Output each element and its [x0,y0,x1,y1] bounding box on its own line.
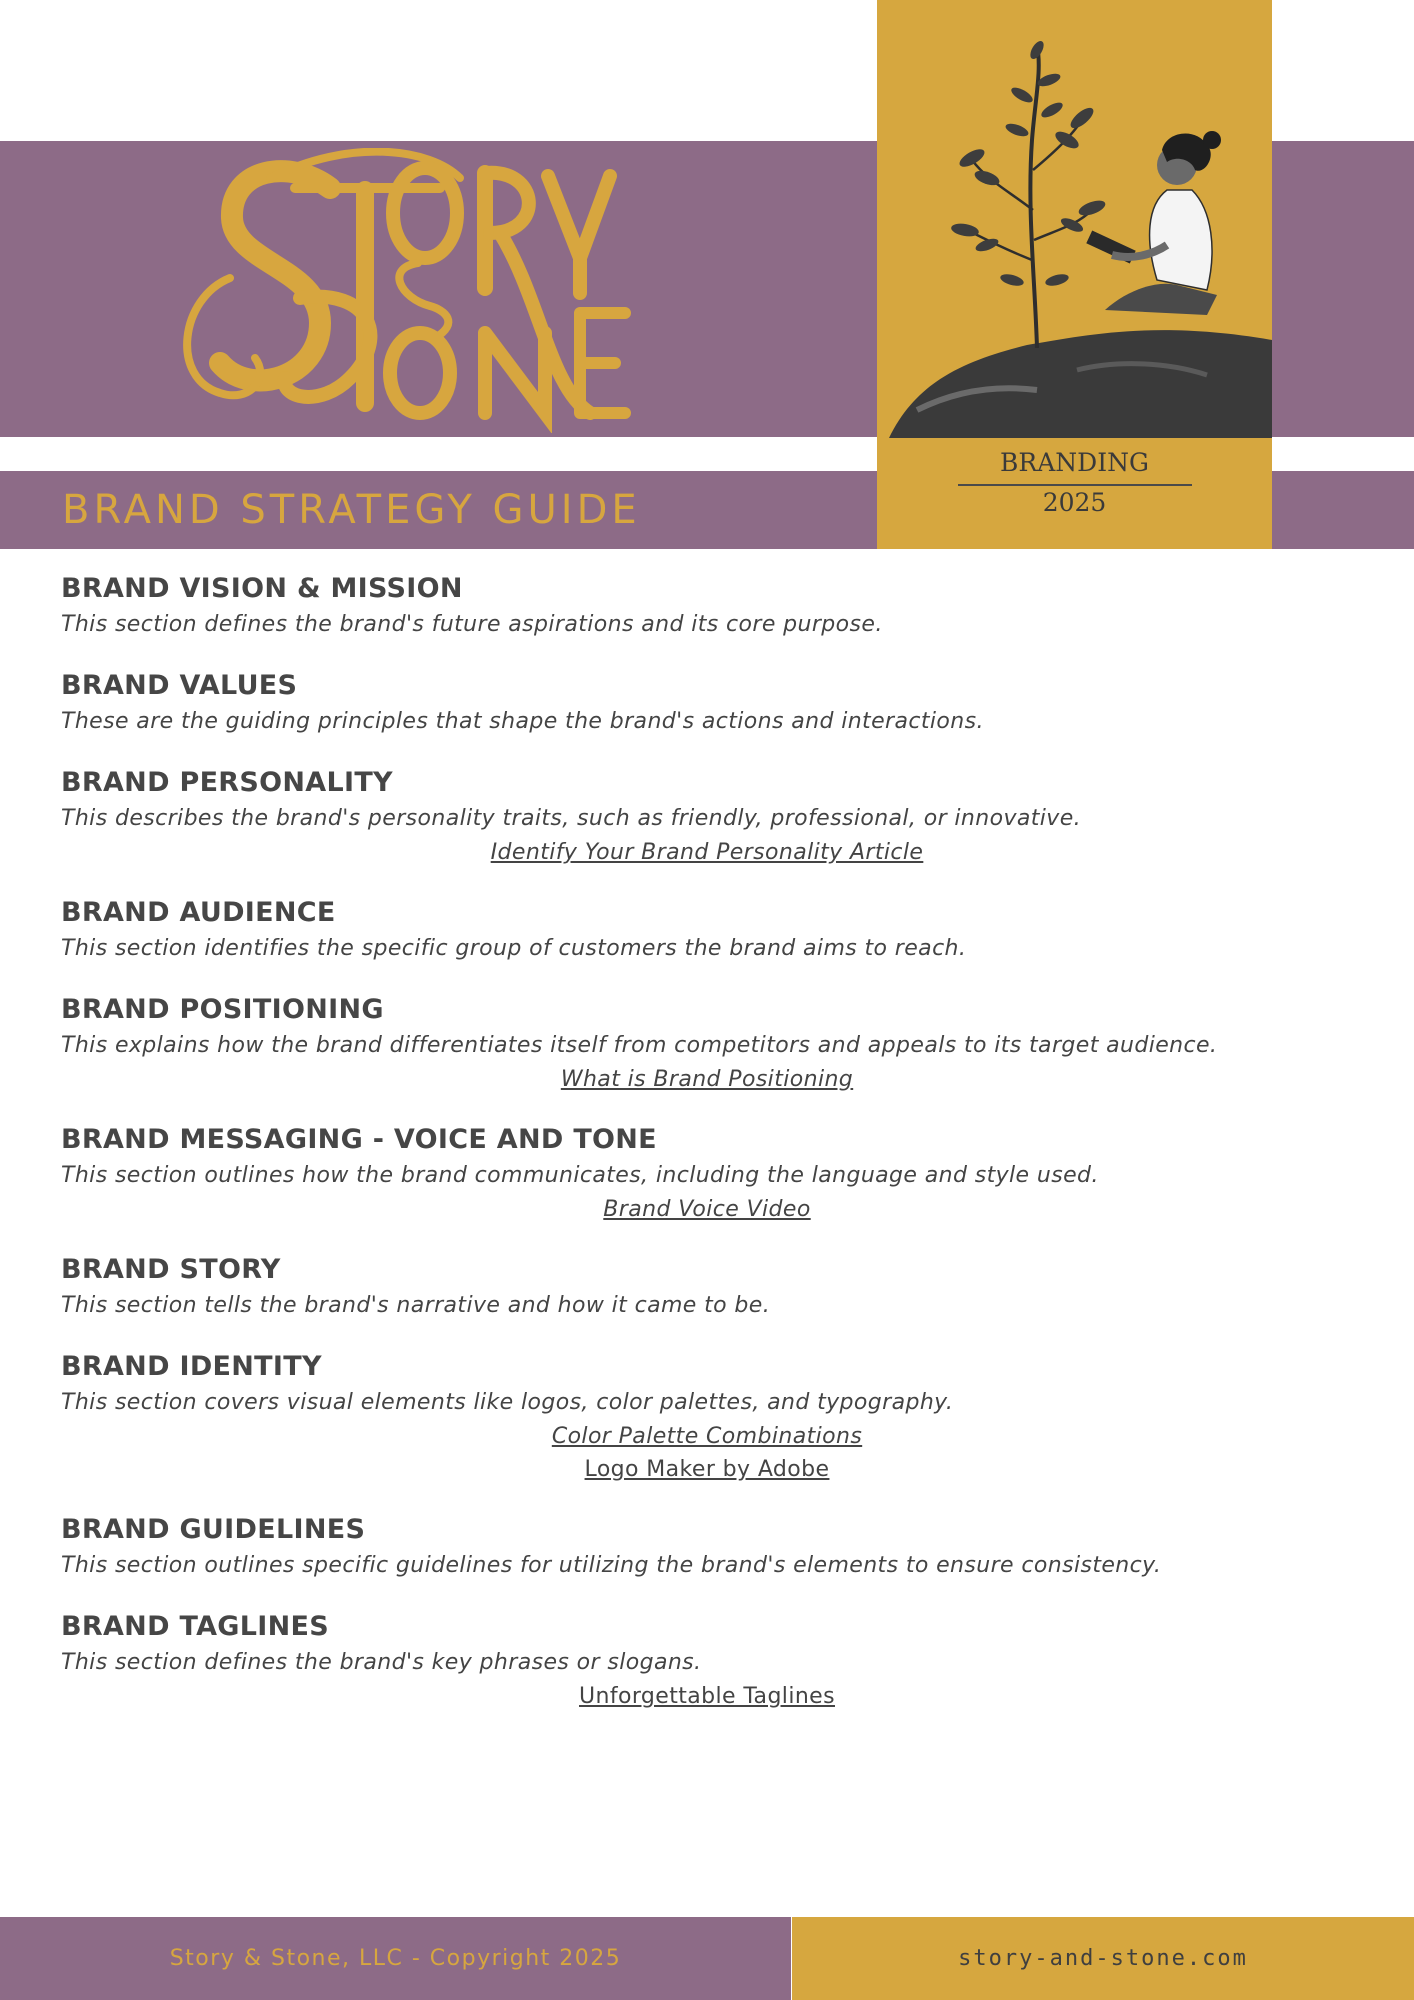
section-guidelines [61,1511,1353,1583]
section-heading: BRAND VALUES [61,670,298,701]
footer-website-link[interactable]: story-and-stone.com [958,1946,1248,1971]
section-taglines [61,1608,1353,1713]
section-heading: BRAND POSITIONING [61,994,384,1025]
badge-divider [958,484,1192,486]
section-heading: BRAND TAGLINES [61,1611,329,1642]
badge-year: 2025 [1042,488,1107,517]
page-title: BRAND STRATEGY GUIDE [62,487,641,533]
section-audience [61,894,1353,966]
section-heading: BRAND PERSONALITY [61,767,393,798]
section-body: This section identifies the specific group of customers the brand aims to reach. [61,936,967,961]
section-body: This section defines the brand's future aspirations and its core purpose. [61,612,883,637]
footer-website-bar [792,1917,1414,2000]
section-body: This section outlines how the brand communicates, including the language and style used. [61,1163,1099,1188]
personality-article-link[interactable]: Identify Your Brand Personality Article [490,840,924,865]
taglines-link[interactable]: Unforgettable Taglines [579,1684,835,1709]
footer-copyright: Story & Stone, LLC - Copyright 2025 [169,1946,622,1971]
section-heading: BRAND VISION & MISSION [61,573,463,604]
section-body: This section tells the brand's narrative and how it came to be. [61,1293,771,1318]
section-heading: BRAND MESSAGING - VOICE AND TONE [61,1124,657,1155]
section-heading: BRAND STORY [61,1254,281,1285]
section-body: These are the guiding principles that shape the brand's actions and interactions. [61,709,984,734]
section-personality [61,764,1353,869]
section-heading: BRAND IDENTITY [61,1351,322,1382]
section-body: This section covers visual elements like logos, color palettes, and typography. [61,1390,954,1415]
section-messaging [61,1121,1353,1226]
section-heading: BRAND AUDIENCE [61,897,336,928]
brand-positioning-link[interactable]: What is Brand Positioning [560,1067,854,1092]
section-body: This explains how the brand differentiates itself from competitors and appeals to its target audience. [61,1033,1218,1058]
badge-label: BRANDING [1000,448,1149,477]
section-vision-mission [61,570,1353,642]
section-body: This section defines the brand's key phrases or slogans. [61,1650,702,1675]
section-story [61,1251,1353,1323]
story-and-stone-logo [170,148,720,433]
section-body: This describes the brand's personality traits, such as friendly, professional, or innovative. [61,806,1082,831]
section-body: This section outlines specific guidelines for utilizing the brand's elements to ensure consistency. [61,1553,1162,1578]
girl-reading-illustration [877,40,1272,440]
section-heading: BRAND GUIDELINES [61,1514,366,1545]
footer-copyright-bar [0,1917,791,2000]
brand-voice-video-link[interactable]: Brand Voice Video [603,1197,811,1222]
section-identity [61,1348,1353,1486]
section-values [61,667,1353,739]
sections-list [61,570,1353,1738]
logo-maker-link[interactable]: Logo Maker by Adobe [584,1457,830,1482]
section-positioning [61,991,1353,1096]
color-palette-link[interactable]: Color Palette Combinations [551,1424,863,1449]
